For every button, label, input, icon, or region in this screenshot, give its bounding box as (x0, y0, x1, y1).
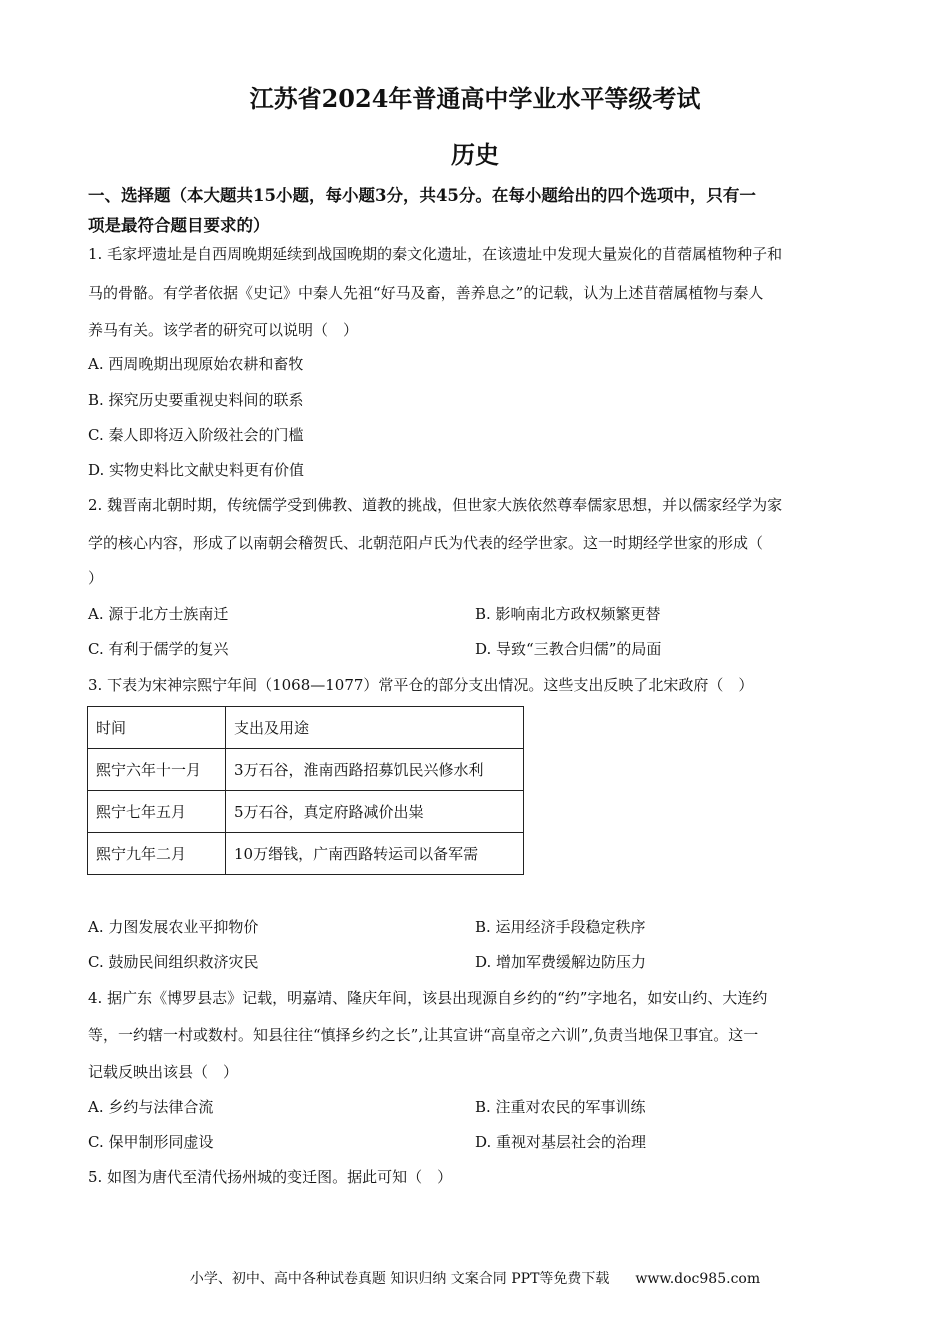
table-cell-time: 熙宁七年五月 (88, 791, 226, 833)
q3-option-c: C. 鼓励民间组织救济灾民 (88, 953, 259, 971)
page-footer (0, 1270, 950, 1288)
q3-option-d: D. 增加军费缓解边防压力 (475, 953, 647, 971)
q2-option-b: B. 影响南北方政权频繁更替 (475, 605, 661, 623)
footer-url[interactable]: www.doc985.com (635, 1271, 761, 1287)
table-cell-time: 熙宁六年十一月 (88, 749, 226, 791)
q1-option-d: D. 实物史料比文献史料更有价值 (88, 461, 305, 479)
q4-option-b: B. 注重对农民的军事训练 (475, 1098, 646, 1116)
q1-option-c: C. 秦人即将迈入阶级社会的门槛 (88, 426, 304, 444)
q3-table (87, 706, 524, 875)
table-row (88, 833, 524, 875)
table-header-time: 时间 (88, 707, 226, 749)
q4-option-d: D. 重视对基层社会的治理 (475, 1133, 647, 1151)
q2-option-a: A. 源于北方士族南迁 (88, 605, 229, 623)
q2-stem-line1: 2. 魏晋南北朝时期，传统儒学受到佛教、道教的挑战，但世家大族依然尊奉儒家思想，并以儒家经学为家 (88, 496, 783, 514)
table-row (88, 791, 524, 833)
q2-option-d: D. 导致“三教合归儒”的局面 (475, 640, 662, 658)
section-heading-line1: 一、选择题（本大题共15小题，每小题3分，共45分。在每小题给出的四个选项中，只有一 (88, 186, 756, 205)
q4-stem-line2: 等，一约辖一村或数村。知县往往“慎择乡约之长”,让其宣讲“高皇帝之六训”,负责当地保卫事宜。这一 (88, 1026, 759, 1044)
table-cell-expense: 3万石谷，淮南西路招募饥民兴修水利 (226, 749, 524, 791)
q1-stem-line2: 马的骨骼。有学者依据《史记》中秦人先祖“好马及畜，善养息之”的记载，认为上述苜蓿属植物与秦人 (88, 284, 764, 302)
table-header-expense: 支出及用途 (226, 707, 524, 749)
q4-stem-line1: 4. 据广东《博罗县志》记载，明嘉靖、隆庆年间，该县出现源自乡约的“约”字地名，如安山约、大连约 (88, 989, 768, 1007)
table-row (88, 749, 524, 791)
q1-stem-line3: 养马有关。该学者的研究可以说明（ ） (88, 321, 359, 339)
q1-stem-line1: 1. 毛家坪遗址是自西周晚期延续到战国晚期的秦文化遗址，在该遗址中发现大量炭化的苜蓿属植物种子和 (88, 245, 783, 263)
q2-option-c: C. 有利于儒学的复兴 (88, 640, 229, 658)
q1-option-a: A. 西周晚期出现原始农耕和畜牧 (88, 355, 304, 373)
table-cell-expense: 5万石谷，真定府路减价出粜 (226, 791, 524, 833)
q2-stem-line3: ） (88, 569, 104, 587)
q4-option-a: A. 乡约与法律合流 (88, 1098, 214, 1116)
q2-stem-line2: 学的核心内容，形成了以南朝会稽贺氏、北朝范阳卢氏为代表的经学世家。这一时期经学世家的形成（ (88, 534, 764, 552)
q4-option-c: C. 保甲制形同虚设 (88, 1133, 214, 1151)
q1-option-b: B. 探究历史要重视史料间的联系 (88, 391, 304, 409)
table-cell-expense: 10万缗钱，广南西路转运司以备军需 (226, 833, 524, 875)
table-header-row (88, 707, 524, 749)
q3-option-b: B. 运用经济手段稳定秩序 (475, 918, 646, 936)
section-heading-line2: 项是最符合题目要求的） (88, 216, 270, 235)
q5-stem: 5. 如图为唐代至清代扬州城的变迁图。据此可知（ ） (88, 1168, 453, 1186)
subject-title: 历史 (451, 140, 499, 169)
q4-stem-line3: 记载反映出该县（ ） (88, 1063, 239, 1081)
table-cell-time: 熙宁九年二月 (88, 833, 226, 875)
footer-text: 小学、初中、高中各种试卷真题 知识归纳 文案合同 PPT等免费下载 (189, 1271, 610, 1287)
q3-stem: 3. 下表为宋神宗熙宁年间（1068—1077）常平仓的部分支出情况。这些支出反映了北宋政府（ ） (88, 676, 754, 694)
exam-title: 江苏省2024年普通高中学业水平等级考试 (249, 84, 701, 113)
q3-option-a: A. 力图发展农业平抑物价 (88, 918, 259, 936)
